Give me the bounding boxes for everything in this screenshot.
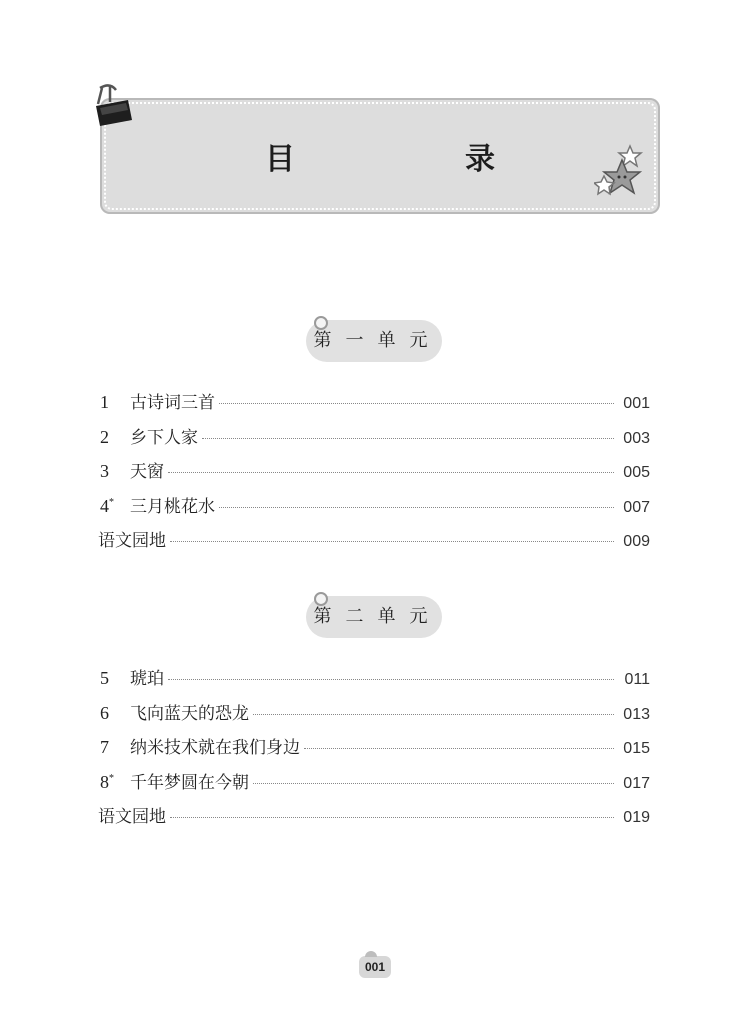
page-number: 013 <box>623 705 650 723</box>
toc-entry[interactable] <box>98 664 650 699</box>
unit-2-toc <box>98 664 650 837</box>
dotted-leader <box>253 783 614 784</box>
unit-1-heading <box>306 320 442 362</box>
dotted-leader <box>170 817 614 818</box>
unit-1-title: 第一单元 <box>313 330 442 351</box>
page-number: 015 <box>623 740 650 757</box>
dotted-leader <box>219 403 614 404</box>
toc-entry[interactable] <box>98 492 650 527</box>
page-title: 目 录 <box>265 142 565 177</box>
lesson-number: 3 <box>100 461 109 481</box>
dotted-leader <box>253 714 614 715</box>
lesson-title: 飞向蓝天的恐龙 <box>130 703 249 724</box>
title-banner <box>100 98 660 214</box>
lesson-title: 语文园地 <box>98 531 166 551</box>
unit-1-toc <box>98 388 650 561</box>
page-number: 001 <box>623 395 650 412</box>
lesson-title: 琥珀 <box>130 669 164 689</box>
unit-2-heading <box>306 596 442 638</box>
toc-entry[interactable] <box>98 733 650 768</box>
lesson-number: 8* <box>100 771 114 792</box>
lesson-title: 语文园地 <box>98 807 166 827</box>
page-number: 005 <box>623 464 650 481</box>
dotted-leader <box>202 438 614 439</box>
page-number: 007 <box>623 498 650 516</box>
toc-entry[interactable] <box>98 457 650 492</box>
dotted-leader <box>170 541 614 542</box>
lesson-number: 4* <box>100 495 114 516</box>
lesson-title: 纳米技术就在我们身边 <box>130 738 300 758</box>
footer-page-number: 001 <box>359 956 391 978</box>
dotted-leader <box>219 507 614 508</box>
lesson-number: 1 <box>100 392 109 412</box>
binder-clip-icon <box>92 84 134 130</box>
lesson-number: 2 <box>100 426 109 447</box>
toc-entry[interactable] <box>98 423 650 458</box>
toc-entry[interactable] <box>98 526 650 561</box>
page-number: 011 <box>624 671 650 688</box>
dotted-leader <box>168 679 614 680</box>
dotted-leader <box>304 748 614 749</box>
toc-entry[interactable] <box>98 802 650 837</box>
lesson-number: 7 <box>100 737 109 757</box>
toc-entry[interactable] <box>98 388 650 423</box>
page-number: 017 <box>623 774 650 792</box>
lesson-title: 乡下人家 <box>130 427 198 448</box>
unit-2-title: 第二单元 <box>313 606 442 627</box>
lesson-title: 三月桃花水 <box>130 496 215 517</box>
page-number: 009 <box>623 533 650 550</box>
lesson-title: 千年梦圆在今朝 <box>130 772 249 793</box>
page-number: 003 <box>623 429 650 447</box>
lesson-title: 古诗词三首 <box>130 393 215 413</box>
toc-entry[interactable] <box>98 699 650 734</box>
lesson-number: 6 <box>100 702 109 723</box>
stars-decoration-icon <box>594 142 656 204</box>
lesson-number: 5 <box>100 668 109 688</box>
lesson-title: 天窗 <box>130 462 164 482</box>
pin-icon <box>314 592 328 606</box>
page-number: 019 <box>623 809 650 826</box>
pin-icon <box>314 316 328 330</box>
dotted-leader <box>168 472 614 473</box>
toc-entry[interactable] <box>98 768 650 803</box>
